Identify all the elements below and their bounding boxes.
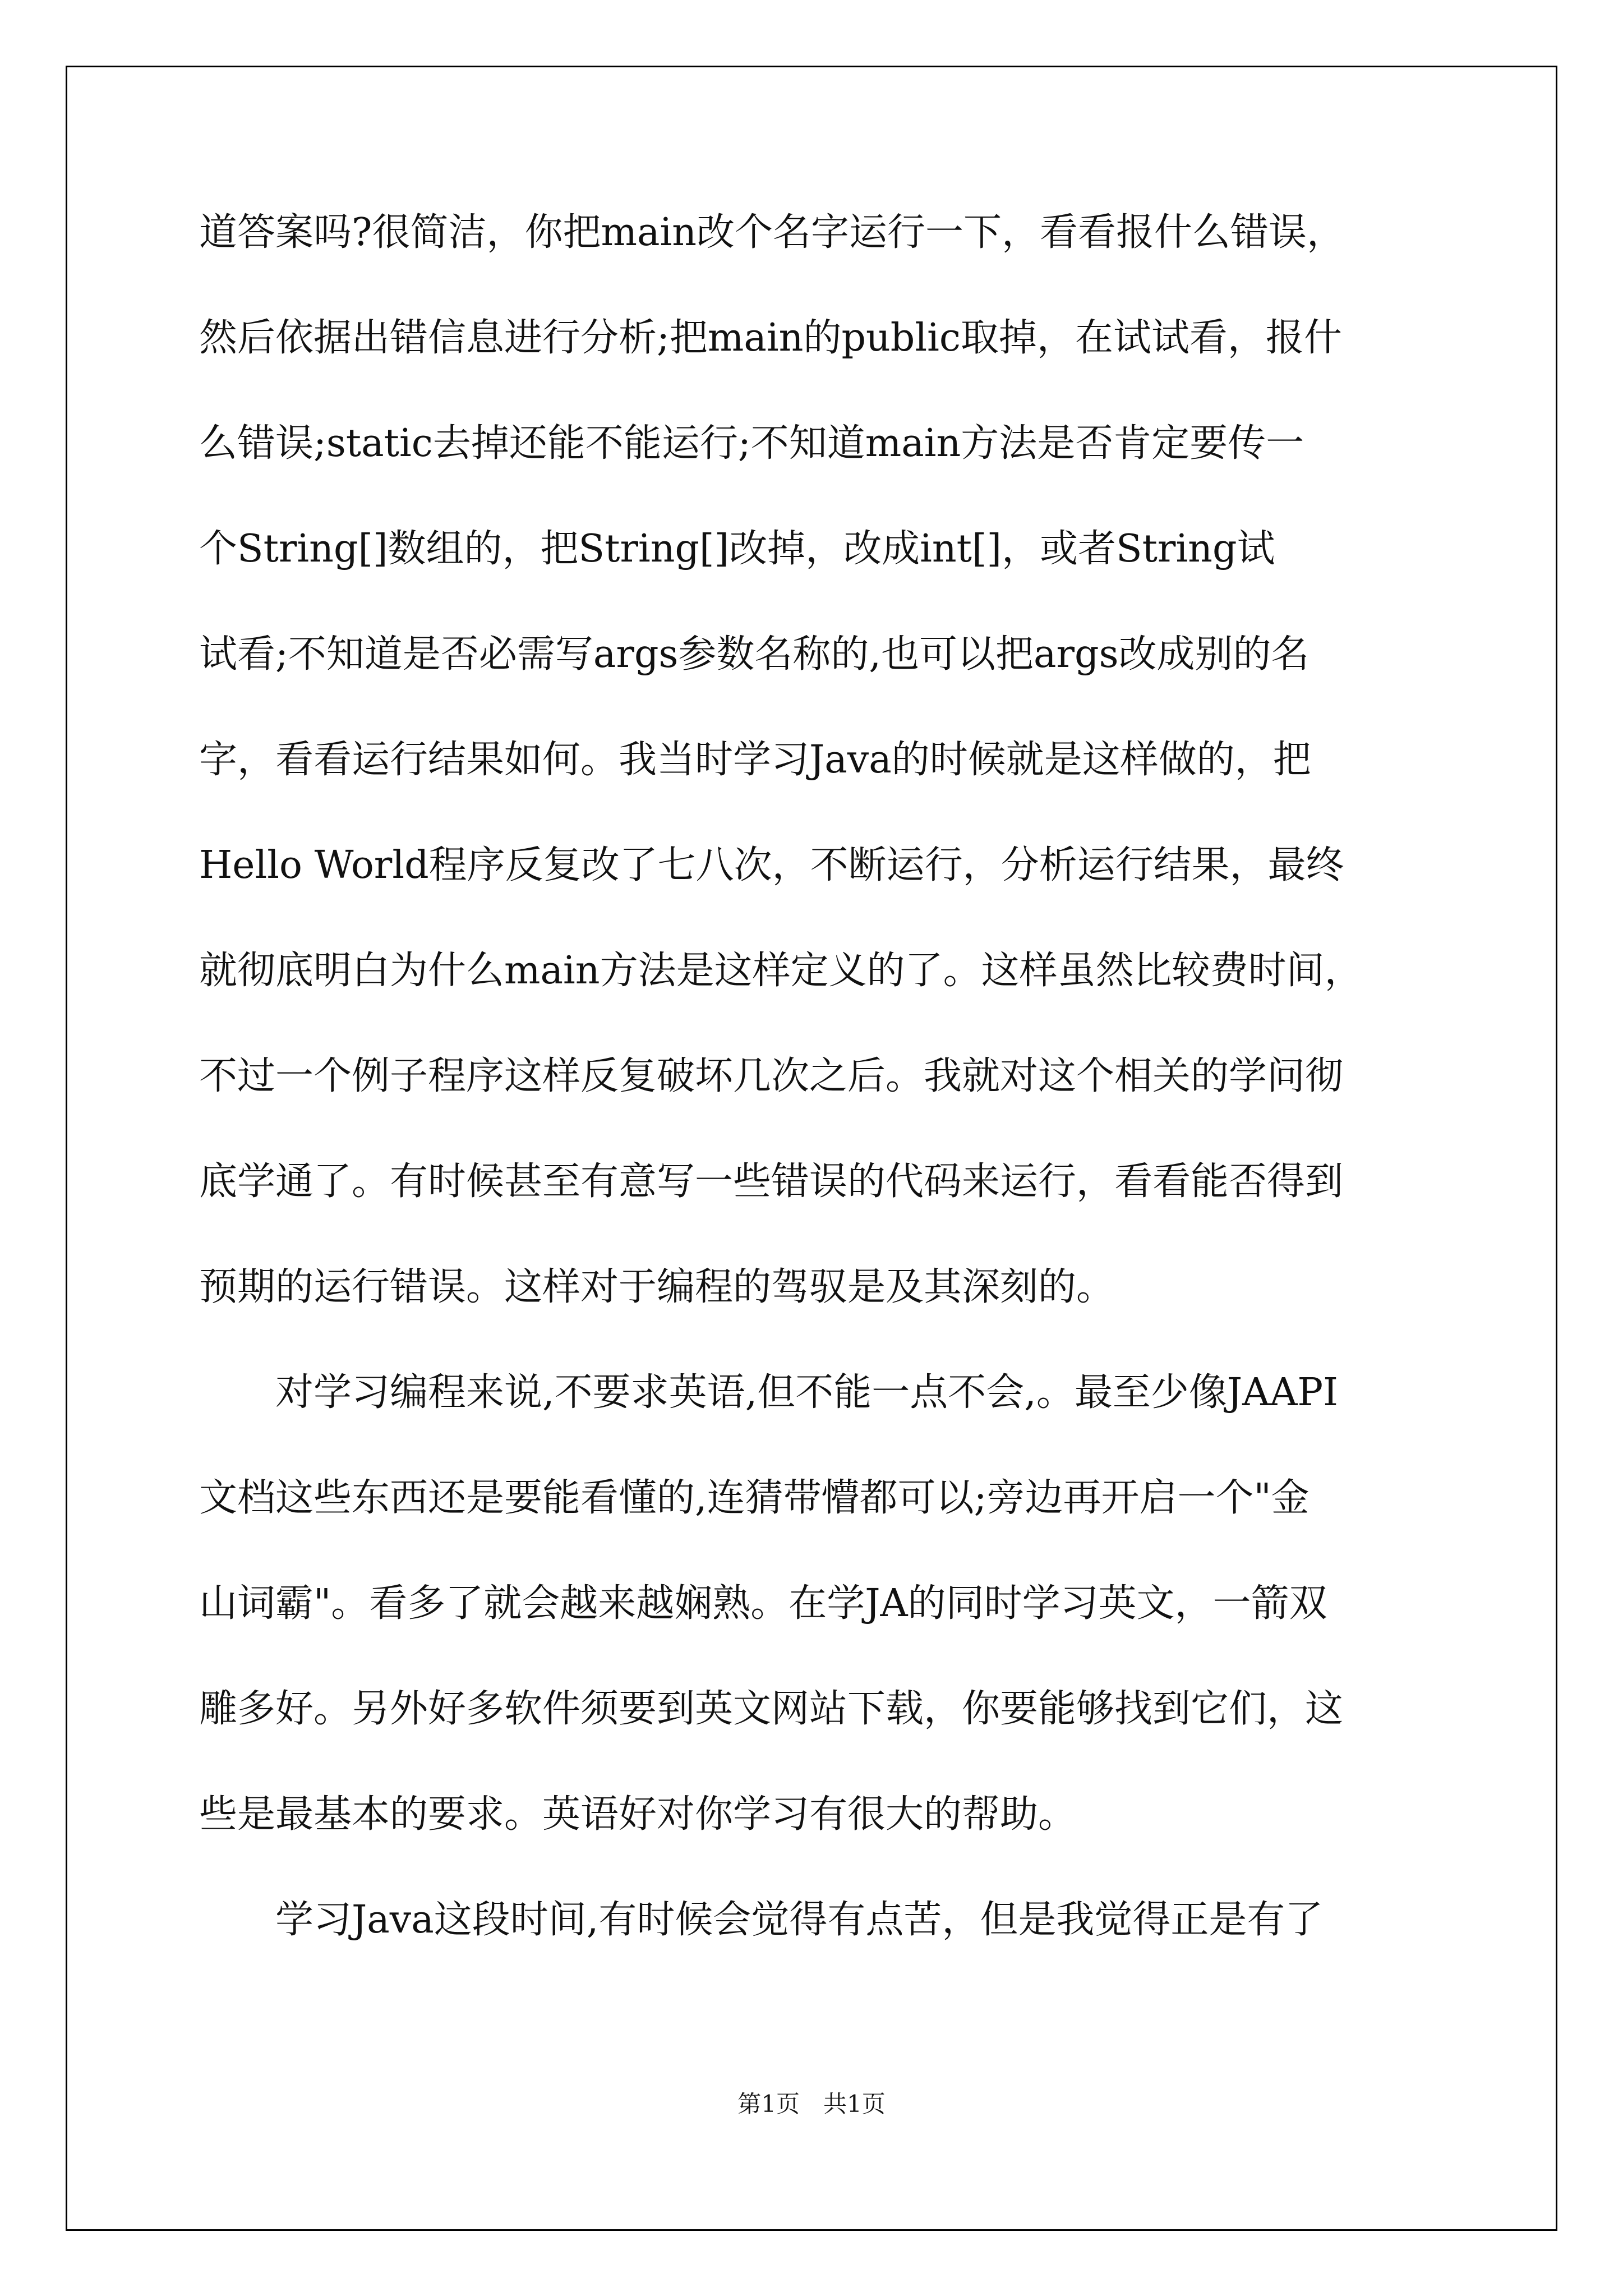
text-line: 不过一个例子程序这样反复破坏几次之后。我就对这个相关的学问彻 xyxy=(199,1054,1344,1098)
text-line: Hello World程序反复改了七八次，不断运行，分析运行结果，最终 xyxy=(199,843,1344,887)
text-line: 就彻底明白为什么main方法是这样定义的了。这样虽然比较费时间， xyxy=(199,949,1363,993)
document-body xyxy=(199,205,1433,1998)
text-line: 底学通了。有时候甚至有意写一些错误的代码来运行，看看能否得到 xyxy=(199,1159,1344,1204)
text-line: 文档这些东西还是要能看懂的,连猜带懵都可以;旁边再开启一个"金 xyxy=(199,1476,1310,1520)
text-line: 对学习编程来说,不要求英语,但不能一点不会,。最至少像JAAPI xyxy=(199,1370,1338,1415)
text-line: 么错误;static去掉还能不能运行;不知道main方法是否肯定要传一 xyxy=(199,421,1304,466)
text-line: 字，看看运行结果如何。我当时学习Java的时候就是这样做的，把 xyxy=(199,738,1311,782)
text-line: 些是最基本的要求。英语好对你学习有很大的帮助。 xyxy=(199,1792,1077,1837)
text-line: 试看;不知道是否必需写args参数名称的,也可以把args改成别的名 xyxy=(199,632,1310,677)
text-line: 学习Java这段时间,有时候会觉得有点苦，但是我觉得正是有了 xyxy=(199,1898,1324,1942)
text-line: 然后依据出错信息进行分析;把main的public取掉，在试试看，报什 xyxy=(199,316,1342,360)
text-line: 山词霸"。看多了就会越来越娴熟。在学JA的同时学习英文，一箭双 xyxy=(199,1581,1327,1626)
text-line: 雕多好。另外好多软件须要到英文网站下载，你要能够找到它们，这 xyxy=(199,1687,1344,1731)
text-line: 道答案吗?很简洁，你把main改个名字运行一下，看看报什么错误， xyxy=(199,210,1345,255)
page-footer: 第1页 共1页 xyxy=(737,2090,886,2118)
text-line: 预期的运行错误。这样对于编程的驾驭是及其深刻的。 xyxy=(199,1265,1115,1309)
text-line: 个String[]数组的，把String[]改掉，改成int[]，或者String试 xyxy=(199,527,1275,571)
